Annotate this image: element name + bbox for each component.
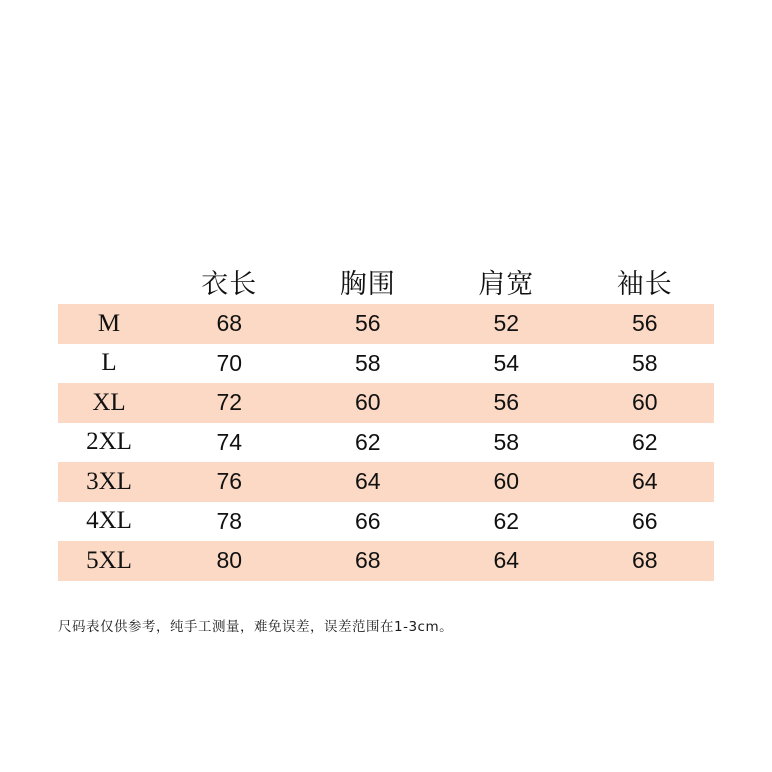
cell-bust: 68 — [299, 541, 438, 581]
cell-sleeve: 56 — [576, 304, 715, 344]
table-row — [58, 462, 714, 502]
table-row — [58, 344, 714, 384]
cell-sleeve: 66 — [576, 502, 715, 542]
cell-length: 70 — [160, 344, 299, 384]
cell-length: 78 — [160, 502, 299, 542]
cell-sleeve: 68 — [576, 541, 715, 581]
cell-length: 72 — [160, 383, 299, 423]
row-size-label: 2XL — [58, 423, 160, 463]
table-row — [58, 541, 714, 581]
cell-shoulder: 62 — [437, 502, 576, 542]
cell-shoulder: 60 — [437, 462, 576, 502]
table-body — [58, 304, 714, 581]
row-size-label: 4XL — [58, 502, 160, 542]
cell-bust: 60 — [299, 383, 438, 423]
column-header-length: 衣长 — [160, 258, 299, 304]
table-header — [58, 258, 714, 304]
table-row — [58, 304, 714, 344]
cell-bust: 64 — [299, 462, 438, 502]
row-size-label: 3XL — [58, 462, 160, 502]
size-chart-table — [58, 258, 714, 581]
cell-shoulder: 52 — [437, 304, 576, 344]
cell-bust: 62 — [299, 423, 438, 463]
row-size-label: M — [58, 304, 160, 344]
cell-sleeve: 64 — [576, 462, 715, 502]
row-size-label: 5XL — [58, 541, 160, 581]
table-row — [58, 423, 714, 463]
column-header-size — [58, 258, 160, 304]
cell-shoulder: 54 — [437, 344, 576, 384]
column-header-shoulder: 肩宽 — [437, 258, 576, 304]
cell-shoulder: 64 — [437, 541, 576, 581]
cell-length: 76 — [160, 462, 299, 502]
cell-shoulder: 58 — [437, 423, 576, 463]
cell-shoulder: 56 — [437, 383, 576, 423]
cell-sleeve: 62 — [576, 423, 715, 463]
cell-bust: 66 — [299, 502, 438, 542]
row-size-label: XL — [58, 383, 160, 423]
row-size-label: L — [58, 344, 160, 384]
cell-length: 74 — [160, 423, 299, 463]
cell-length: 80 — [160, 541, 299, 581]
table-row — [58, 502, 714, 542]
column-header-bust: 胸围 — [299, 258, 438, 304]
table-row — [58, 383, 714, 423]
header-row — [58, 258, 714, 304]
cell-bust: 58 — [299, 344, 438, 384]
column-header-sleeve: 袖长 — [576, 258, 715, 304]
cell-sleeve: 60 — [576, 383, 715, 423]
cell-length: 68 — [160, 304, 299, 344]
cell-bust: 56 — [299, 304, 438, 344]
measurement-disclaimer: 尺码表仅供参考，纯手工测量，难免误差，误差范围在1-3cm。 — [58, 619, 454, 635]
cell-sleeve: 58 — [576, 344, 715, 384]
